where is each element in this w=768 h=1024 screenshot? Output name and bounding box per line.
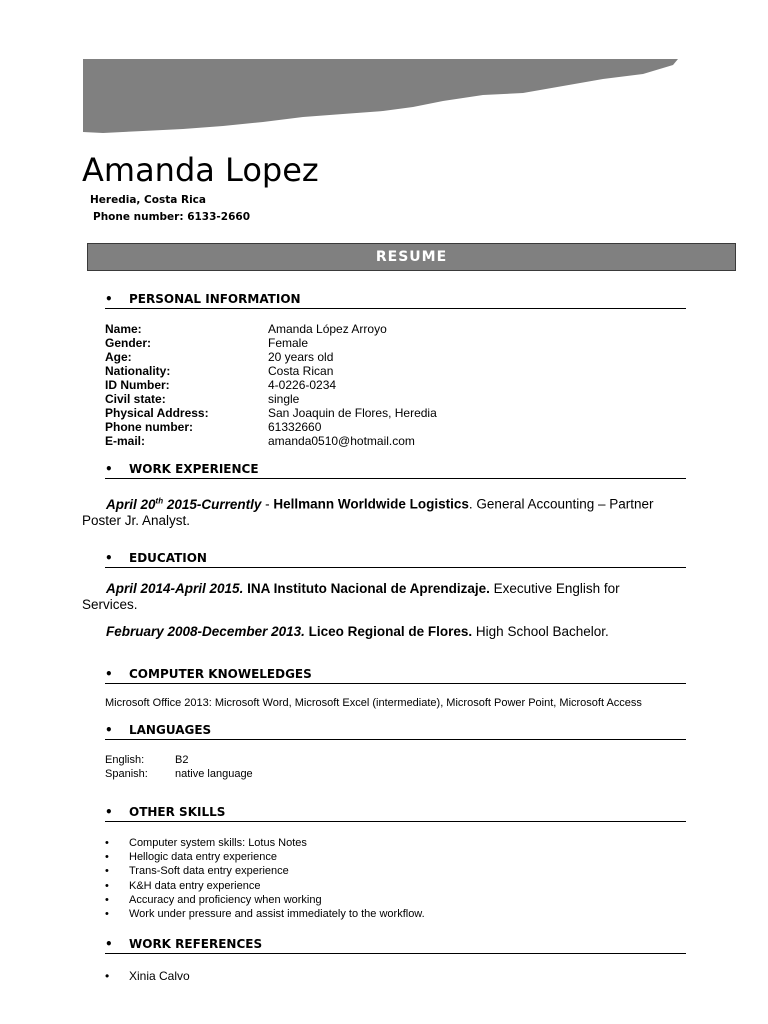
section-heading-education [105,551,686,568]
section-title: COMPUTER KNOWELEDGES [129,667,312,681]
education-date: April 2014-April 2015. [106,581,244,596]
info-row-phone [105,420,605,434]
education-school: Liceo Regional de Flores. [304,624,473,639]
resume-title: RESUME [375,249,448,265]
info-value: 61332660 [268,420,322,434]
info-value: Costa Rican [268,364,334,378]
skill-text: Accuracy and proficiency when working [129,894,322,906]
work-desc-cont: Poster Jr. Analyst. [82,512,191,528]
bullet: • [105,292,113,306]
info-label: Civil state: [105,392,166,406]
info-label: Age: [105,350,132,364]
education-desc: Executive English for [489,581,620,596]
section-heading-computer [105,667,686,684]
education-desc-cont: Services. [82,597,138,612]
education-desc: High School Bachelor. [472,624,609,639]
info-label: Nationality: [105,364,171,378]
bullet: • [105,551,113,565]
language-level: native language [175,768,253,780]
education-entry [82,624,692,640]
info-label: Phone number: [105,420,194,434]
work-company: Hellmann Worldwide Logistics [273,496,469,512]
section-heading-references [105,937,686,954]
info-value: Female [268,336,309,350]
bullet: • [105,908,109,920]
location-line: Heredia, Costa Rica [90,194,206,206]
bullet: • [105,723,113,737]
info-value: single [268,392,300,406]
info-label: Gender: [105,336,152,350]
bullet: • [105,937,113,951]
info-label: Physical Address: [105,406,209,420]
skill-text: Computer system skills: Lotus Notes [129,837,307,849]
bullet: • [105,865,109,877]
info-row-name [105,322,605,336]
info-label: Name: [105,322,142,336]
info-value: San Joaquin de Flores, Heredia [268,406,437,420]
info-row-address [105,406,605,420]
bullet: • [105,667,113,681]
section-title: OTHER SKILLS [129,805,226,819]
bullet: • [105,837,109,849]
section-heading-languages [105,723,686,740]
header-banner-graphic [83,59,683,135]
work-desc: . General Accounting – Partner [468,496,654,512]
section-heading-personal [105,292,686,309]
work-date-sup: th [155,496,164,505]
section-heading-work [105,462,686,479]
section-heading-skills [105,805,686,822]
info-row-id-number [105,378,605,392]
info-value: Amanda López Arroyo [268,322,387,336]
work-date-suffix: 2015-Currently [163,496,262,512]
skill-text: Work under pressure and assist immediately to the workflow. [129,908,425,920]
skill-text: K&H data entry experience [129,880,261,892]
info-value: 20 years old [268,350,334,364]
info-row-gender [105,336,605,350]
info-row-civil-state [105,392,605,406]
bullet: • [105,894,109,906]
bullet: • [105,462,113,476]
info-row-nationality [105,364,605,378]
education-entry [82,581,692,613]
section-title: PERSONAL INFORMATION [129,292,301,306]
section-title: LANGUAGES [129,723,212,737]
resume-title-bar [87,243,736,271]
section-title: EDUCATION [129,551,207,565]
education-school: INA Instituto Nacional de Aprendizaje. [243,581,490,596]
bullet: • [105,880,109,892]
skill-text: Hellogic data entry experience [129,851,277,863]
info-row-email [105,434,605,448]
info-label: ID Number: [105,378,170,392]
work-entry [82,493,692,529]
skill-text: Trans-Soft data entry experience [129,865,289,877]
language-level: B2 [175,754,189,766]
bullet: • [105,851,109,863]
section-title: WORK REFERENCES [129,937,263,951]
reference-name: Xinia Calvo [129,969,190,983]
computer-skills-text: Microsoft Office 2013: Microsoft Word, Microsoft Excel (intermediate), Microsoft Power Point, Microsoft Access [105,697,642,709]
info-value: 4-0226-0234 [268,378,337,392]
bullet: • [105,805,113,819]
applicant-name: Amanda Lopez [82,151,319,189]
info-row-age [105,350,605,364]
language-name: English: [105,754,145,766]
bullet: • [105,969,110,983]
language-name: Spanish: [105,768,148,780]
info-value: amanda0510@hotmail.com [268,434,415,448]
work-date-prefix: April 20 [106,496,156,512]
education-date: February 2008-December 2013. [106,624,305,639]
section-title: WORK EXPERIENCE [129,462,259,476]
info-label: E-mail: [105,434,146,448]
phone-line: Phone number: 6133-2660 [93,211,251,223]
work-dash: - [261,496,274,512]
